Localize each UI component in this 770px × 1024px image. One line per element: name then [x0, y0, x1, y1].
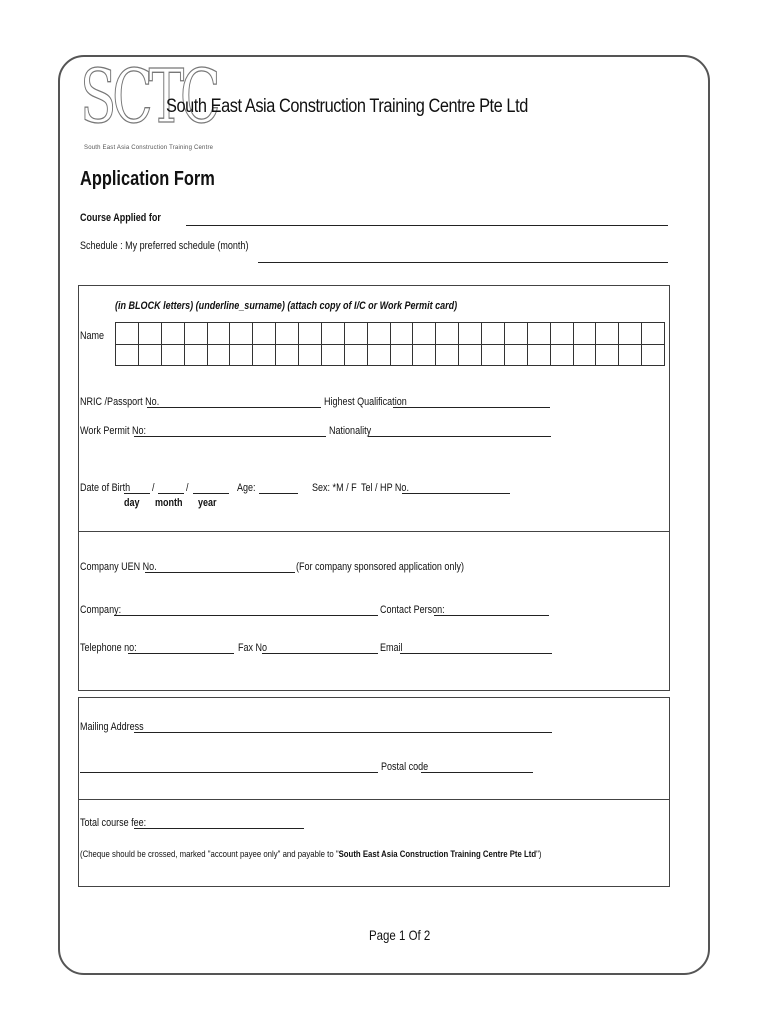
- nationality-label: Nationality: [329, 425, 372, 437]
- name-letter-cell[interactable]: [436, 344, 459, 366]
- fax-label: Fax No: [238, 642, 268, 654]
- name-letter-cell[interactable]: [367, 344, 390, 366]
- course-fee-label: Total course fee:: [80, 817, 147, 829]
- name-letter-cell[interactable]: [642, 323, 665, 345]
- name-letter-cell[interactable]: [253, 323, 276, 345]
- logo-tagline: South East Asia Construction Training Centre: [84, 145, 214, 151]
- name-letter-cell[interactable]: [161, 344, 184, 366]
- fee-section: [78, 799, 670, 887]
- name-label: Name: [80, 330, 105, 342]
- name-grid-row: [116, 344, 665, 366]
- month-caption: month: [155, 497, 183, 509]
- name-letter-cell[interactable]: [367, 323, 390, 345]
- name-letter-cell[interactable]: [321, 323, 344, 345]
- page-number: Page 1 Of 2: [369, 927, 431, 943]
- name-letter-cell[interactable]: [642, 344, 665, 366]
- name-letter-cell[interactable]: [344, 323, 367, 345]
- name-letter-cell[interactable]: [482, 323, 505, 345]
- course-applied-field[interactable]: [186, 225, 668, 226]
- name-letter-cell[interactable]: [390, 323, 413, 345]
- name-grid[interactable]: [115, 322, 665, 366]
- name-letter-cell[interactable]: [436, 323, 459, 345]
- name-letter-cell[interactable]: [230, 344, 253, 366]
- name-letter-cell[interactable]: [276, 323, 299, 345]
- name-letter-cell[interactable]: [390, 344, 413, 366]
- name-letter-cell[interactable]: [207, 323, 230, 345]
- name-letter-cell[interactable]: [504, 323, 527, 345]
- dob-separator-1: /: [152, 482, 155, 494]
- tel-field[interactable]: [402, 493, 510, 494]
- name-letter-cell[interactable]: [253, 344, 276, 366]
- nationality-field[interactable]: [368, 436, 551, 437]
- name-letter-cell[interactable]: [184, 344, 207, 366]
- year-caption: year: [198, 497, 217, 509]
- dob-year-field[interactable]: [193, 493, 229, 494]
- name-letter-cell[interactable]: [619, 323, 642, 345]
- name-letter-cell[interactable]: [550, 344, 573, 366]
- name-letter-cell[interactable]: [527, 323, 550, 345]
- course-applied-label: Course Applied for: [80, 212, 161, 224]
- postal-code-field[interactable]: [421, 772, 533, 773]
- cheque-note: (Cheque should be crossed, marked "account payee only" and payable to "South East Asia Construction Training Centre Pte Ltd"): [80, 849, 542, 860]
- telephone-field[interactable]: [128, 653, 234, 654]
- name-letter-cell[interactable]: [299, 323, 322, 345]
- schedule-field[interactable]: [258, 262, 668, 263]
- dob-separator-2: /: [186, 482, 189, 494]
- age-label: Age:: [237, 482, 256, 494]
- name-letter-cell[interactable]: [413, 323, 436, 345]
- postal-code-label: Postal code: [381, 761, 429, 773]
- name-grid-row: [116, 323, 665, 345]
- name-letter-cell[interactable]: [573, 323, 596, 345]
- work-permit-field[interactable]: [134, 436, 326, 437]
- contact-person-field[interactable]: [434, 615, 549, 616]
- age-field[interactable]: [259, 493, 298, 494]
- mailing-address-field-2[interactable]: [80, 772, 378, 773]
- mailing-address-label: Mailing Address: [80, 721, 144, 733]
- course-fee-field[interactable]: [134, 828, 304, 829]
- name-letter-cell[interactable]: [413, 344, 436, 366]
- form-title: Application Form: [80, 168, 215, 190]
- dob-day-field[interactable]: [124, 493, 150, 494]
- qualification-label: Highest Qualification: [324, 396, 407, 408]
- name-letter-cell[interactable]: [596, 323, 619, 345]
- nric-field[interactable]: [147, 407, 321, 408]
- dob-label: Date of Birth: [80, 482, 131, 494]
- name-letter-cell[interactable]: [459, 344, 482, 366]
- name-letter-cell[interactable]: [619, 344, 642, 366]
- telephone-label: Telephone no:: [80, 642, 137, 654]
- name-letter-cell[interactable]: [344, 344, 367, 366]
- name-letter-cell[interactable]: [138, 344, 161, 366]
- name-letter-cell[interactable]: [573, 344, 596, 366]
- mailing-address-field[interactable]: [134, 732, 552, 733]
- name-letter-cell[interactable]: [184, 323, 207, 345]
- name-letter-cell[interactable]: [276, 344, 299, 366]
- name-letter-cell[interactable]: [550, 323, 573, 345]
- name-letter-cell[interactable]: [321, 344, 344, 366]
- day-caption: day: [124, 497, 140, 509]
- name-letter-cell[interactable]: [299, 344, 322, 366]
- uen-label: Company UEN No.: [80, 561, 157, 573]
- name-letter-cell[interactable]: [116, 323, 139, 345]
- uen-field[interactable]: [145, 572, 295, 573]
- email-label: Email: [380, 642, 403, 654]
- sctc-logo: SCTC: [80, 54, 217, 140]
- name-letter-cell[interactable]: [459, 323, 482, 345]
- organization-name: South East Asia Construction Training Centre Pte Ltd: [166, 96, 528, 117]
- work-permit-label: Work Permit No:: [80, 425, 146, 437]
- name-instruction: (in BLOCK letters) (underline_surname) (attach copy of I/C or Work Permit card): [115, 300, 458, 312]
- dob-month-field[interactable]: [158, 493, 184, 494]
- company-field[interactable]: [114, 615, 378, 616]
- sex-label[interactable]: Sex: *M / F: [312, 482, 357, 494]
- name-letter-cell[interactable]: [161, 323, 184, 345]
- mailing-section: [78, 697, 670, 800]
- name-letter-cell[interactable]: [482, 344, 505, 366]
- fax-field[interactable]: [262, 653, 378, 654]
- name-letter-cell[interactable]: [207, 344, 230, 366]
- name-letter-cell[interactable]: [230, 323, 253, 345]
- company-label: Company:: [80, 604, 122, 616]
- name-letter-cell[interactable]: [116, 344, 139, 366]
- qualification-field[interactable]: [393, 407, 550, 408]
- contact-person-label: Contact Person:: [380, 604, 445, 616]
- company-details-section: [78, 531, 670, 691]
- name-letter-cell[interactable]: [596, 344, 619, 366]
- name-letter-cell[interactable]: [138, 323, 161, 345]
- uen-note: (For company sponsored application only): [296, 561, 464, 573]
- tel-label: Tel / HP No.: [361, 482, 409, 494]
- nric-label: NRIC /Passport No.: [80, 396, 160, 408]
- name-letter-cell[interactable]: [527, 344, 550, 366]
- name-letter-cell[interactable]: [504, 344, 527, 366]
- email-field[interactable]: [400, 653, 552, 654]
- schedule-label: Schedule : My preferred schedule (month): [80, 240, 249, 252]
